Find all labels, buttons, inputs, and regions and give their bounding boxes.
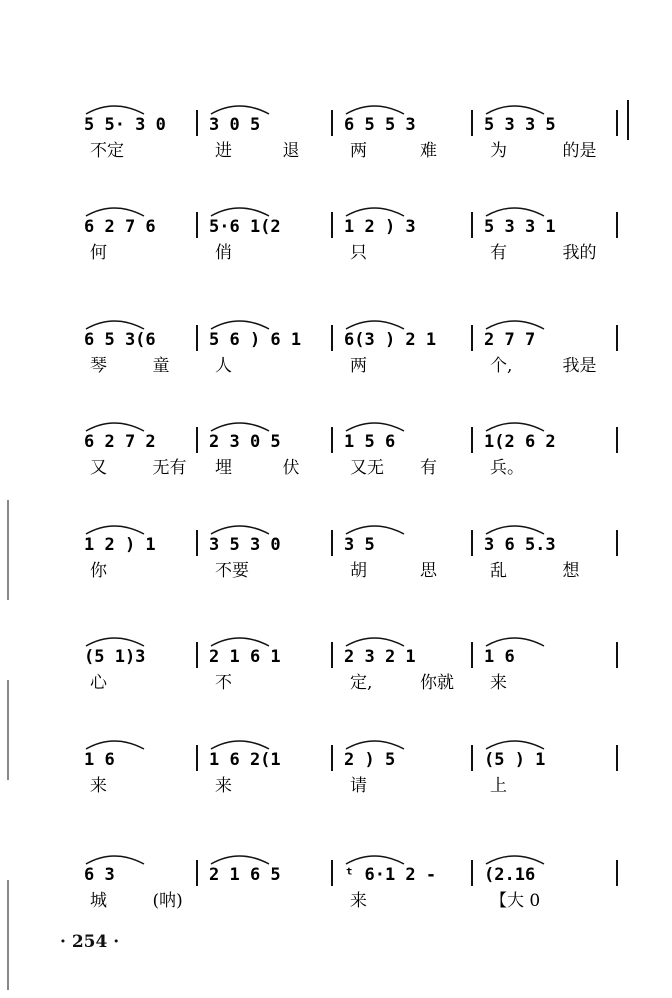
lyric: 想 (562, 561, 580, 581)
lyric: 你就 (420, 673, 454, 693)
notes-measure: 1 2 ) 3 (344, 217, 416, 237)
slur-arc (346, 321, 404, 329)
lyric: 为 (490, 141, 507, 161)
slur-arc (346, 638, 404, 646)
lyric: 人 (215, 356, 232, 376)
lyric: 有 (490, 243, 507, 263)
lyric: 伏 (282, 458, 300, 478)
notes-measure: 3 5 (344, 535, 375, 555)
lyric: 思 (420, 561, 437, 581)
notes-measure: 5 3 3 5 (484, 115, 556, 135)
notes-measure: (5 1)3 (84, 647, 146, 667)
lyric: 不 (215, 673, 232, 693)
notes-measure: 2 3 0 5 (209, 432, 281, 452)
lyric: 的是 (562, 141, 597, 161)
lyric: 城 (90, 891, 107, 911)
lyric: 乱 (490, 561, 507, 581)
lyric: 俏 (215, 243, 232, 263)
slur-arc (211, 208, 269, 216)
notes-measure: 1(2 6 2 (484, 432, 556, 452)
lyric: 不要 (215, 561, 249, 581)
slur-arc (86, 321, 144, 329)
lyric: 个, (490, 356, 513, 376)
notes-measure: 6 5 5 3 (344, 115, 416, 135)
notes-measure: 1 6 2(1 (209, 750, 281, 770)
slur-arc (211, 638, 269, 646)
lyric: 胡 (350, 561, 367, 581)
slur-arc (346, 423, 404, 431)
slur-arc (211, 321, 269, 329)
lyric: 无有 (152, 458, 187, 478)
lyric: 退 (282, 141, 300, 161)
notes-measure: 6 5 3(6 (84, 330, 156, 350)
lyric: 心 (90, 673, 107, 693)
slur-arc (346, 208, 404, 216)
notes-measure: 2 3 2 1 (344, 647, 416, 667)
notes-measure: ᵗ 6·1 2 - (344, 865, 437, 885)
lyric: 来 (90, 776, 107, 796)
lyric: 请 (350, 776, 367, 796)
notes-measure: 6 2 7 6 (84, 217, 156, 237)
notes-measure: 5 6 ) 6 1 (209, 330, 302, 350)
lyric: 只 (350, 243, 367, 263)
notes-measure: 2 7 7 (484, 330, 536, 350)
notes-measure: 1 6 (484, 647, 515, 667)
slur-arc (86, 741, 144, 749)
notes-measure: 6 2 7 2 (84, 432, 156, 452)
page-number: · 254 · (60, 932, 120, 952)
slur-arc (486, 106, 544, 114)
notes-measure: (2.16 (484, 865, 536, 885)
lyric: 来 (350, 891, 367, 911)
lyric: 又 (90, 458, 107, 478)
slur-arc (346, 526, 404, 534)
slur-arc (486, 526, 544, 534)
lyric: 来 (215, 776, 232, 796)
notes-measure: 5 5· 3 0 (84, 115, 166, 135)
notes-measure: 2 ) 5 (344, 750, 396, 770)
slur-arc (86, 526, 144, 534)
lyric: 难 (420, 141, 437, 161)
lyric: 我是 (562, 356, 597, 376)
slur-arc (211, 741, 269, 749)
lyric: 何 (90, 243, 107, 263)
notes-measure: 6(3 ) 2 1 (344, 330, 437, 350)
slur-arc (486, 741, 544, 749)
notes-measure: 1 5 6 (344, 432, 396, 452)
slur-arc (86, 208, 144, 216)
notes-measure: 3 5 3 0 (209, 535, 281, 555)
slur-arc (211, 106, 269, 114)
slur-arc (486, 321, 544, 329)
slur-arc (486, 856, 544, 864)
notes-measure: 1 6 (84, 750, 115, 770)
lyric: 不定 (90, 141, 124, 161)
lyric: 上 (490, 776, 507, 796)
lyric: 兵。 (490, 458, 524, 478)
lyric: 我的 (562, 243, 597, 263)
lyric: 又无 (350, 458, 384, 478)
notes-measure: 5 3 3 1 (484, 217, 556, 237)
notes-measure: 5·6 1(2 (209, 217, 281, 237)
lyric: 【大 0 (490, 891, 541, 911)
lyric: 你 (90, 561, 107, 581)
notes-measure: (5 ) 1 (484, 750, 546, 770)
slur-arc (211, 526, 269, 534)
slur-arc (346, 106, 404, 114)
notes-measure: 6 3 (84, 865, 115, 885)
notes-measure: 3 6 5.3 (484, 535, 556, 555)
lyric: 两 (350, 141, 367, 161)
notes-measure: 2 1 6 1 (209, 647, 281, 667)
slur-arc (486, 208, 544, 216)
slur-arc (86, 856, 144, 864)
lyric: (呐) (152, 891, 183, 911)
lyric: 埋 (215, 458, 232, 478)
lyric: 有 (420, 458, 437, 478)
lyric: 定, (350, 673, 373, 693)
lyric: 童 (152, 356, 170, 376)
lyric: 进 (215, 141, 232, 161)
notes-measure: 2 1 6 5 (209, 865, 281, 885)
lyric: 琴 (90, 356, 107, 376)
slur-arc (86, 638, 144, 646)
notes-measure: 3 0 5 (209, 115, 261, 135)
slur-arc (211, 423, 269, 431)
slur-arc (86, 106, 144, 114)
slur-arc (486, 638, 544, 646)
lyric: 来 (490, 673, 507, 693)
slur-arc (346, 741, 404, 749)
slur-arc (346, 856, 404, 864)
slur-arc (486, 423, 544, 431)
lyric: 两 (350, 356, 367, 376)
slur-arc (211, 856, 269, 864)
notes-measure: 1 2 ) 1 (84, 535, 156, 555)
slur-arc (86, 423, 144, 431)
